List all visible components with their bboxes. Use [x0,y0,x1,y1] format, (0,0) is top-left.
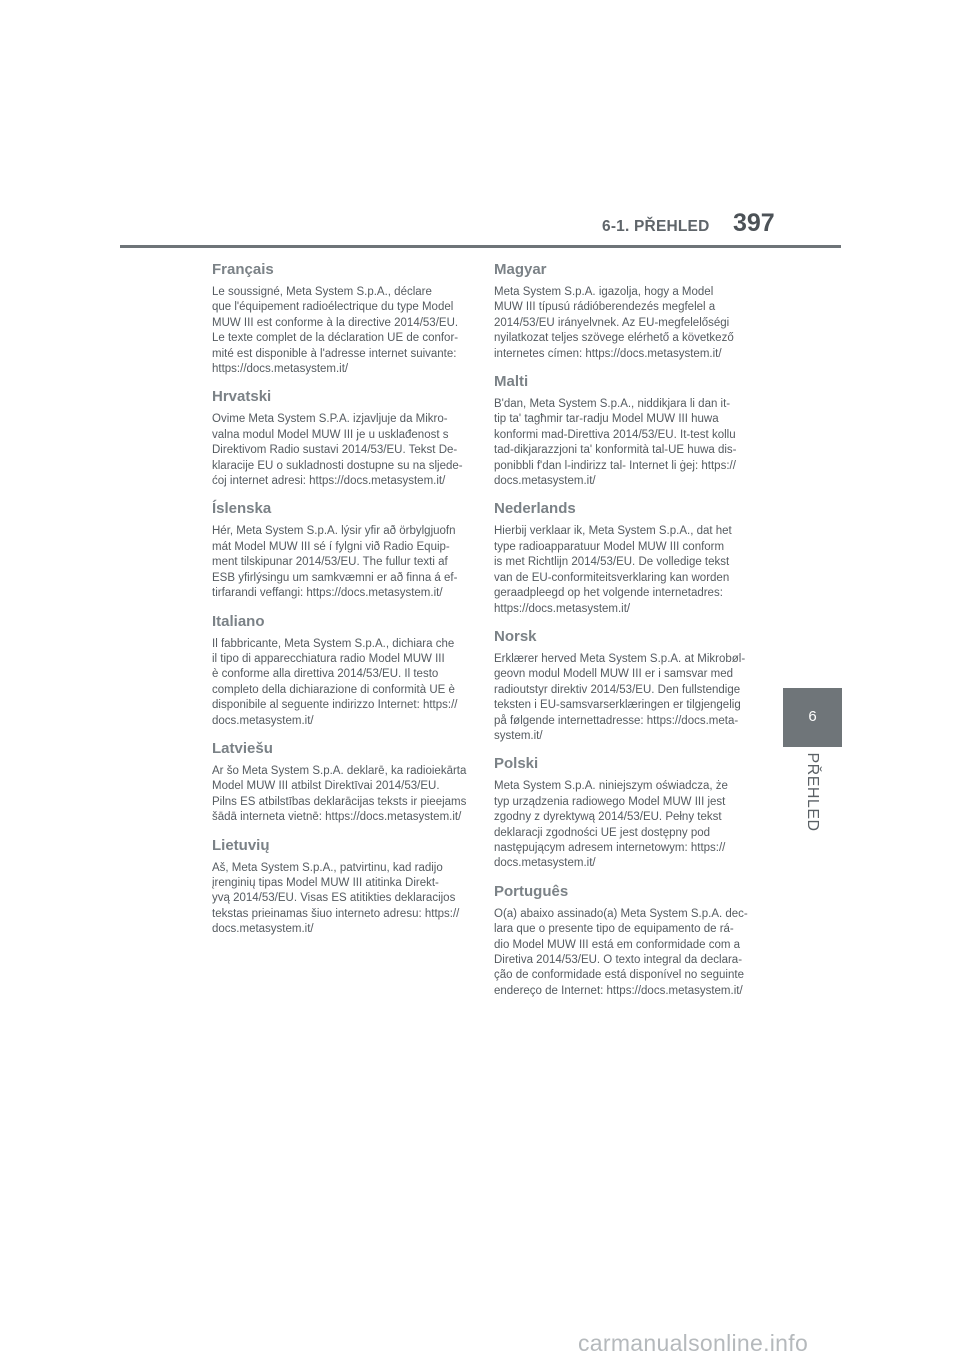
language-heading: Magyar [494,261,547,278]
text-line: docs.metasystem.it/ [494,475,596,488]
text-line: deklaracji zgodności UE jest dostępny pod [494,826,711,839]
text-line: type radioapparatuur Model MUW III conform [494,540,725,553]
text-line: is met Richtlijn 2014/53/EU. De volledige tekst [494,556,730,569]
text-line: docs.metasystem.it/ [212,714,314,727]
language-heading: Português [494,882,569,900]
declaration-text [212,524,470,601]
right-column [494,260,752,1009]
text-line: geovn modul Modell MUW III er i samsvar med [494,668,734,681]
language-block-islenska [212,499,470,601]
text-line: geraadpleegd op het volgende internetadres: [494,587,723,600]
text-line: ment tilskipunar 2014/53/EU. The fullur texti af [212,556,448,569]
language-heading: Polski [494,755,539,773]
declaration-text [494,285,752,362]
text-line: yvą 2014/53/EU. Visas ES atitikties deklaracijos [212,892,456,905]
text-line: O(a) abaixo assinado(a) Meta System S.p.A. dec- [494,907,748,920]
language-block-latviesu [212,739,470,826]
text-line: B'dan, Meta System S.p.A., niddikjara li dan it- [494,398,731,411]
text-line: è conforme alla direttiva 2014/53/EU. Il testo [212,668,439,681]
language-block-polski [494,754,752,871]
declaration-text [494,524,752,616]
text-line: Le texte complet de la déclaration UE de confor- [212,332,459,345]
text-line: Aš, Meta System S.p.A., patvirtinu, kad radijo [212,861,443,874]
text-line: docs.metasystem.it/ [212,923,314,936]
language-block-magyar [494,260,752,362]
text-line: tip ta' tagħmir tar-radju Model MUW III huwa [494,413,719,426]
language-block-malti [494,372,752,489]
declaration-text [212,764,470,826]
text-line: nyilatkozat teljes szövege elérhető a következő [494,332,734,345]
text-line: tirfarandi veffangi: https://docs.metasystem.it/ [212,587,443,600]
text-line: ćoj internet adresi: https://docs.metasystem.it/ [212,475,446,488]
text-line: que l'équipement radioélectrique du type Model [212,301,454,314]
text-line: endereço de Internet: https://docs.metasystem.it/ [494,984,743,997]
declaration-text [494,907,752,999]
text-line: ponibbli f'dan l-indirizz tal- Internet li ġej: https:// [494,459,736,472]
page-number: 397 [733,209,775,237]
text-line: MUW III típusú rádióberendezés megfelel a [494,301,716,314]
declaration-text [494,397,752,489]
text-line: internetes címen: https://docs.metasystem.it/ [494,347,722,360]
chapter-label: PŘEHLED [804,752,821,832]
text-line: Ovime Meta System S.P.A. izjavljuje da Mikro- [212,413,448,426]
text-line: Il fabbricante, Meta System S.p.A., dichiara che [212,637,455,650]
language-heading: Français [212,261,274,278]
language-heading: Norsk [494,627,537,645]
footer-watermark: carmanualsonline.info [578,1330,809,1356]
text-line: tekstas prieinamas šiuo interneto adresu: https:// [212,907,460,920]
language-heading: Italiano [212,612,265,630]
text-line: Hér, Meta System S.p.A. lýsir yfir að örbylgjuofn [212,525,456,538]
text-line: šādā interneta vietnē: https://docs.metasystem.it/ [212,811,462,824]
text-line: lara que o presente tipo de equipamento de rá- [494,923,734,936]
language-block-portugues [494,882,752,999]
chapter-tab [783,688,842,747]
declaration-text [212,285,470,377]
text-line: Meta System S.p.A. niniejszym oświadcza, że [494,780,728,793]
text-line: Le soussigné, Meta System S.p.A., déclare [212,286,432,298]
text-line: Model MUW III atbilst Direktīvai 2014/53/EU. [212,780,440,793]
text-line: https://docs.metasystem.it/ [494,602,631,615]
language-heading: Nederlands [494,500,576,518]
declaration-text [212,412,470,489]
text-line: zgodny z dyrektywą 2014/53/EU. Pełny tekst [494,811,722,824]
text-line: teksten i EU-samsvarserklæringen er tilgjengelig [494,699,741,712]
text-line: ção de conformidade está disponível no seguinte [494,969,744,982]
text-line: klaracije EU o sukladnosti dostupne su na sljede- [212,459,463,472]
text-line: następującym adresem internetowym: https:// [494,841,726,854]
declaration-text [494,652,752,744]
language-block-hrvatski [212,387,470,489]
text-line: valna modul Model MUW III je u usklađenost s [212,428,449,441]
declaration-text [494,779,752,871]
text-line: https://docs.metasystem.it/ [212,363,349,376]
language-heading: Lietuvių [212,836,270,854]
text-line: radioutstyr direktiv 2014/53/EU. Den fullstendige [494,683,741,696]
text-line: dio Model MUW III está em conformidade com a [494,938,741,951]
chapter-number: 6 [808,708,817,725]
language-block-lietuviu [212,836,470,938]
text-line: konformi mad-Direttiva 2014/53/EU. It-test kollu [494,428,736,441]
text-line: il tipo di apparecchiatura radio Model MUW III [212,652,445,665]
text-line: įrenginių tipas Model MUW III atitinka Direkt- [212,876,439,889]
text-line: 2014/53/EU irányelvnek. Az EU-megfelelőségi [494,316,730,329]
text-line: mité est disponible à l'adresse internet suivante: [212,347,457,360]
text-line: tad-dikjarazzjoni ta' konformità tal-UE huwa dis- [494,444,737,457]
text-line: på følgende internettadresse: https://docs.meta- [494,714,739,727]
language-heading: Hrvatski [212,388,272,406]
text-line: disponibile al seguente indirizzo Internet: https:// [212,699,458,712]
declaration-text [212,861,470,938]
text-line: ESB yfirlýsingu um samkvæmni er að finna á ef- [212,571,458,584]
text-line: MUW III est conforme à la directive 2014/53/EU. [212,316,459,329]
declaration-text [212,637,470,729]
header-divider [120,245,841,248]
language-heading: Malti [494,373,529,391]
text-line: mát Model MUW III sé í fylgni við Radio Equip- [212,540,450,553]
text-line: typ urządzenia radiowego Model MUW III jest [494,795,726,808]
language-block-italiano [212,612,470,729]
left-column [212,260,470,948]
language-block-norsk [494,627,752,744]
text-line: Pilns ES atbilstības deklarācijas teksts ir pieejams [212,795,467,808]
text-line: docs.metasystem.it/ [494,857,596,870]
text-line: van de EU-conformiteitsverklaring kan worden [494,571,730,584]
language-block-nederlands [494,499,752,616]
language-heading: Latviešu [212,739,273,757]
text-line: Direktivom Radio sustavi 2014/53/EU. Tekst De- [212,444,458,457]
text-line: Diretiva 2014/53/EU. O texto integral da declara- [494,954,743,966]
text-line: Hierbij verklaar ik, Meta System S.p.A., dat het [494,525,732,538]
text-line: Meta System S.p.A. igazolja, hogy a Model [494,286,714,298]
text-line: completo della dichiarazione di conformità UE è [212,683,455,696]
section-title: 6-1. PŘEHLED [602,218,710,235]
text-line: Erklærer herved Meta System S.p.A. at Mikrobøl- [494,652,746,665]
text-line: system.it/ [494,729,543,742]
language-block-francais [212,260,470,377]
language-heading: Íslenska [212,500,272,518]
text-line: Ar šo Meta System S.p.A. deklarē, ka radioiekārta [212,764,467,777]
